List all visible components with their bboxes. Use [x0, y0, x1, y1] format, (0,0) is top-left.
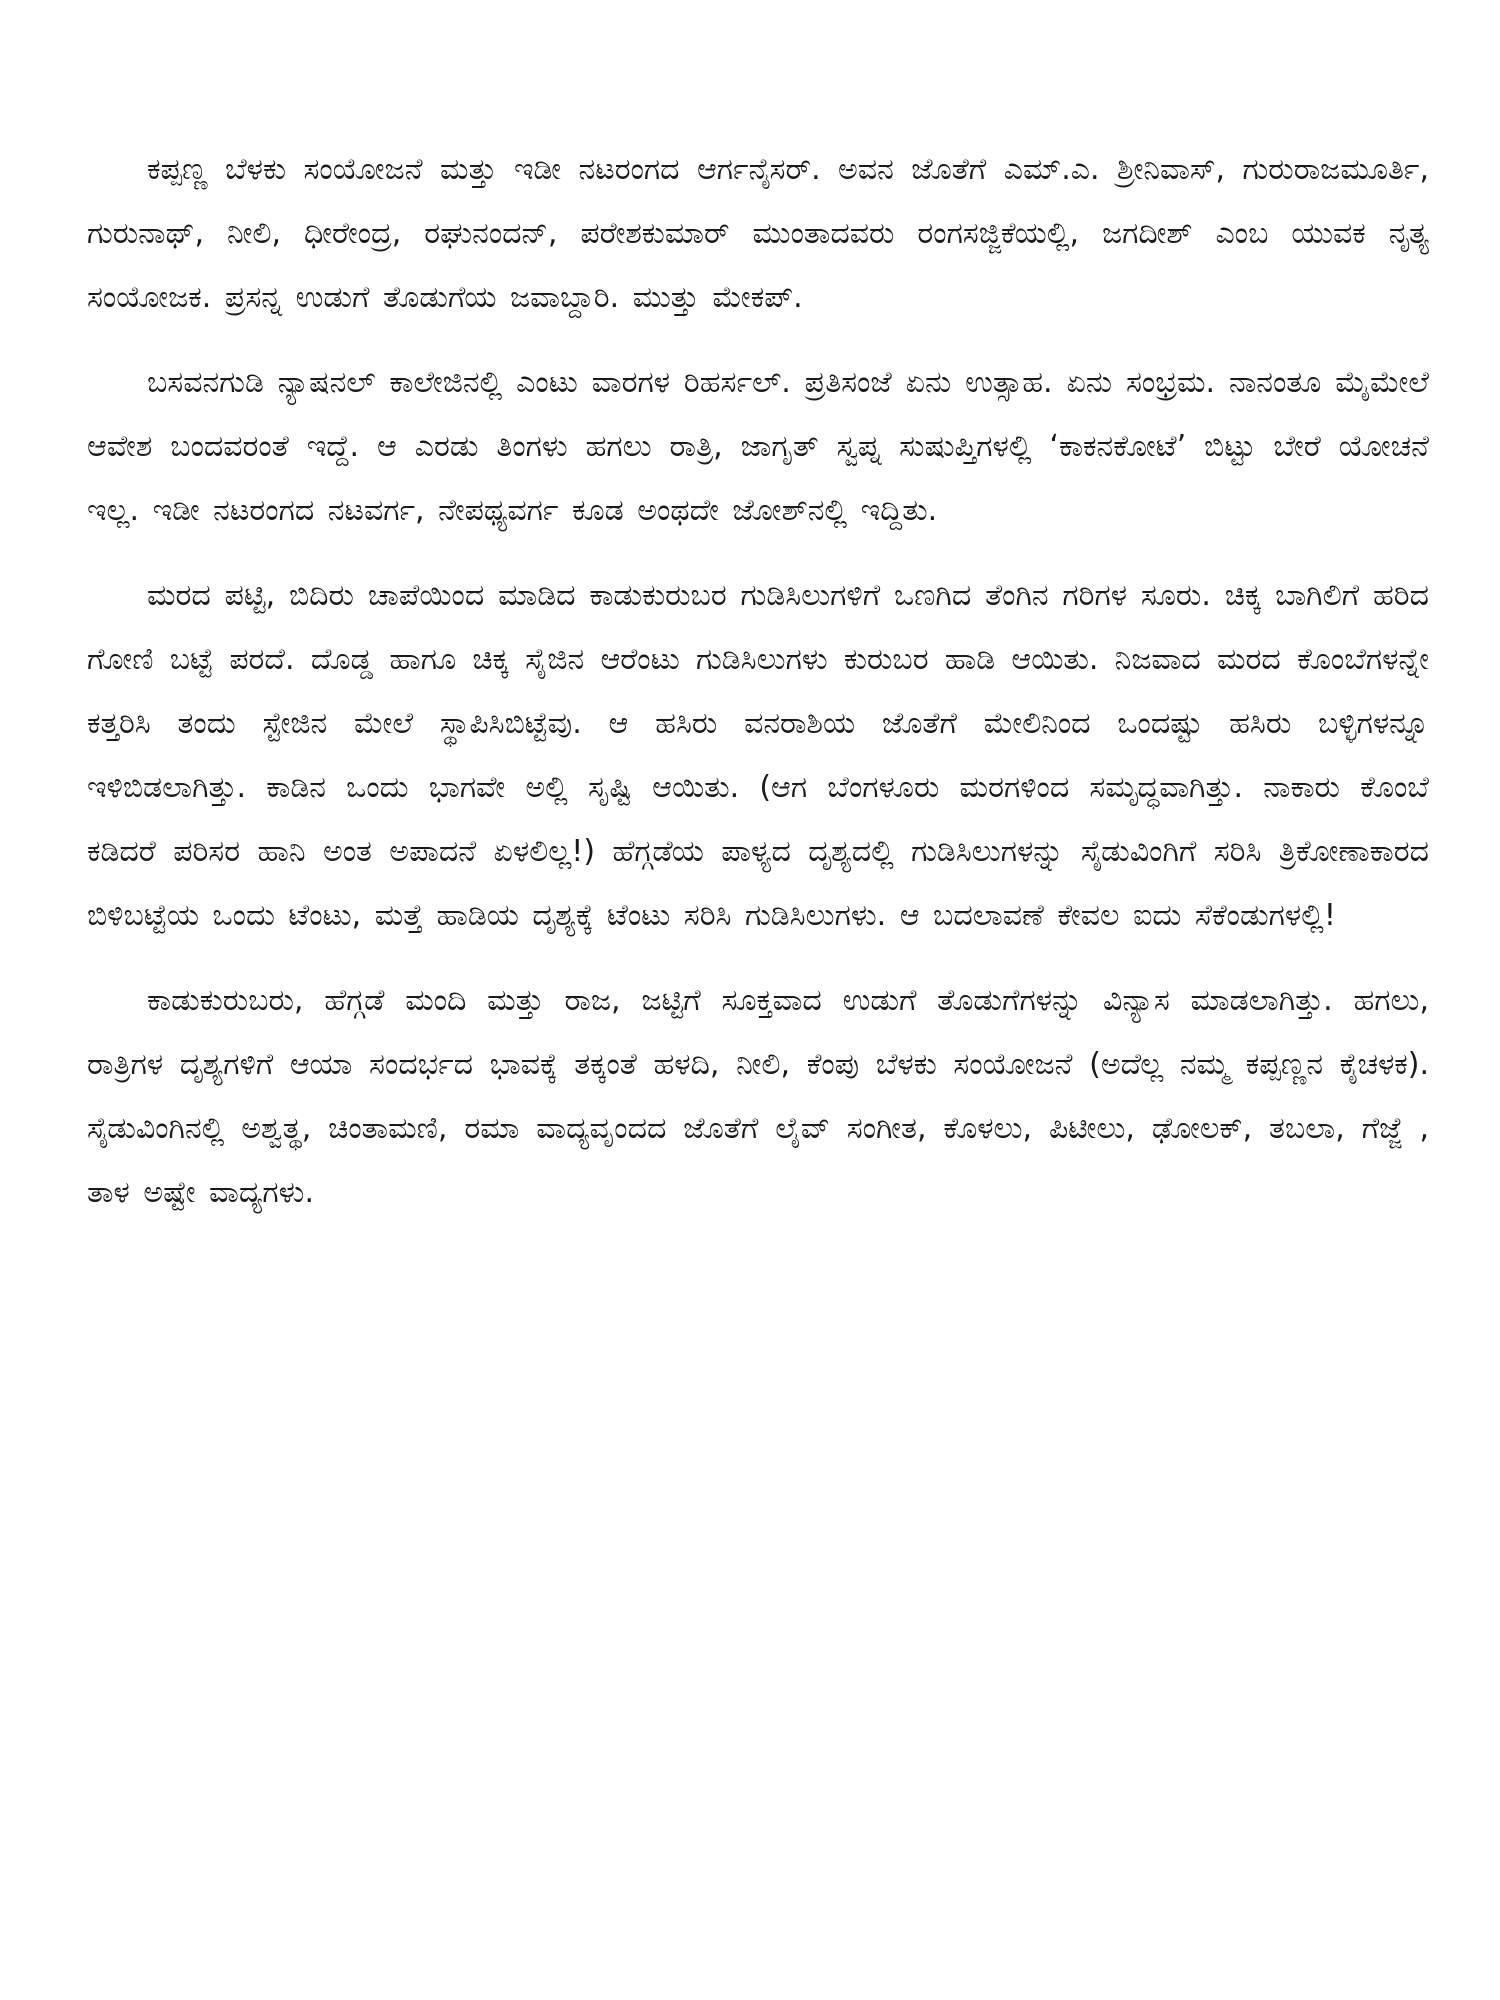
document-body	[87, 138, 1429, 1246]
paragraph-2: ಬಸವನಗುಡಿ ನ್ಯಾಷನಲ್ ಕಾಲೇಜಿನಲ್ಲಿ ಎಂಟು ವಾರಗಳ ರಿಹರ್ಸಲ್. ಪ್ರತಿಸಂಜೆ ಏನು ಉತ್ಸಾಹ. ಏನು ಸಂಭ್ರಮ. ನಾನಂತೂ ಮೈಮೇಲೆ ಆವೇಶ ಬಂದವರಂತೆ ಇದ್ದೆ. ಆ ಎರಡು ತಿಂಗಳು ಹಗಲು ರಾತ್ರಿ, ಜಾಗೃತ್ ಸ್ವಪ್ನ ಸುಷುಪ್ತಿಗಳಲ್ಲಿ ‘ಕಾಕನಕೋಟೆ’ ಬಿಟ್ಟು ಬೇರೆ ಯೋಚನೆ ಇಲ್ಲ. ಇಡೀ ನಟರಂಗದ ನಟವರ್ಗ, ನೇಪಥ್ಯವರ್ಗ ಕೂಡ ಅಂಥದೇ ಜೋಶ್‌ನಲ್ಲಿ ಇದ್ದಿತು.	[87, 365, 1429, 528]
paragraph-4: ಕಾಡುಕುರುಬರು, ಹೆಗ್ಗಡೆ ಮಂದಿ ಮತ್ತು ರಾಜ, ಜಟ್ಟಿಗೆ ಸೂಕ್ತವಾದ ಉಡುಗೆ ತೊಡುಗೆಗಳನ್ನು ವಿನ್ಯಾಸ ಮಾಡಲಾಗಿತ್ತು. ಹಗಲು, ರಾತ್ರಿಗಳ ದೃಶ್ಯಗಳಿಗೆ ಆಯಾ ಸಂದರ್ಭದ ಭಾವಕ್ಕೆ ತಕ್ಕಂತೆ ಹಳದಿ, ನೀಲಿ, ಕೆಂಪು ಬೆಳಕು ಸಂಯೋಜನೆ (ಅದೆಲ್ಲ ನಮ್ಮ ಕಪ್ಪಣ್ಣನ ಕೈಚಳಕ). ಸೈಡುವಿಂಗಿನಲ್ಲಿ ಅಶ್ವತ್ಥ, ಚಿಂತಾಮಣಿ, ರಮಾ ವಾದ್ಯವೃಂದದ ಜೊತೆಗೆ ಲೈವ್ ಸಂಗೀತ, ಕೊಳಲು, ಪಿಟೀಲು, ಢೋಲಕ್, ತಬಲಾ, ಗೆಜ್ಜೆ , ತಾಳ ಅಷ್ಟೇ ವಾದ್ಯಗಳು.	[87, 983, 1429, 1210]
paragraph-1: ಕಪ್ಪಣ್ಣ ಬೆಳಕು ಸಂಯೋಜನೆ ಮತ್ತು ಇಡೀ ನಟರಂಗದ ಆರ್ಗನೈಸರ್. ಅವನ ಜೊತೆಗೆ ಎಮ್.ಎ. ಶ್ರೀನಿವಾಸ್, ಗುರುರಾಜಮೂರ್ತಿ, ಗುರುನಾಥ್, ನೀಲಿ, ಧೀರೇಂದ್ರ, ರಘುನಂದನ್, ಪರೇಶಕುಮಾರ್ ಮುಂತಾದವರು ರಂಗಸಜ್ಜಿಕೆಯಲ್ಲಿ, ಜಗದೀಶ್ ಎಂಬ ಯುವಕ ನೃತ್ಯ ಸಂಯೋಜಕ. ಪ್ರಸನ್ನ ಉಡುಗೆ ತೊಡುಗೆಯ ಜವಾಬ್ದಾರಿ. ಮುತ್ತು ಮೇಕಪ್.	[87, 152, 1429, 315]
paragraph-3: ಮರದ ಪಟ್ಟಿ, ಬಿದಿರು ಚಾಪೆಯಿಂದ ಮಾಡಿದ ಕಾಡುಕುರುಬರ ಗುಡಿಸಿಲುಗಳಿಗೆ ಒಣಗಿದ ತೆಂಗಿನ ಗರಿಗಳ ಸೂರು. ಚಿಕ್ಕ ಬಾಗಿಲಿಗೆ ಹರಿದ ಗೋಣಿ ಬಟ್ಟೆ ಪರದೆ. ದೊಡ್ಡ ಹಾಗೂ ಚಿಕ್ಕ ಸೈಜಿನ ಆರೆಂಟು ಗುಡಿಸಿಲುಗಳು ಕುರುಬರ ಹಾಡಿ ಆಯಿತು. ನಿಜವಾದ ಮರದ ಕೊಂಬೆಗಳನ್ನೇ ಕತ್ತರಿಸಿ ತಂದು ಸ್ಟೇಜಿನ ಮೇಲೆ ಸ್ಥಾಪಿಸಿಬಿಟ್ಟೆವು. ಆ ಹಸಿರು ವನರಾಶಿಯ ಜೊತೆಗೆ ಮೇಲಿನಿಂದ ಒಂದಷ್ಟು ಹಸಿರು ಬಳ್ಳಿಗಳನ್ನೂ ಇಳಿಬಿಡಲಾಗಿತ್ತು. ಕಾಡಿನ ಒಂದು ಭಾಗವೇ ಅಲ್ಲಿ ಸೃಷ್ಟಿ ಆಯಿತು. (ಆಗ ಬೆಂಗಳೂರು ಮರಗಳಿಂದ ಸಮೃದ್ಧವಾಗಿತ್ತು. ನಾಕಾರು ಕೊಂಬೆ ಕಡಿದರೆ ಪರಿಸರ ಹಾನಿ ಅಂತ ಅಪಾದನೆ ಏಳಲಿಲ್ಲ!) ಹೆಗ್ಗಡೆಯ ಪಾಳ್ಯದ ದೃಶ್ಯದಲ್ಲಿ ಗುಡಿಸಿಲುಗಳನ್ನು ಸೈಡುವಿಂಗಿಗೆ ಸರಿಸಿ ತ್ರಿಕೋಣಾಕಾರದ ಬಿಳಿಬಟ್ಟೆಯ ಒಂದು ಟೆಂಟು, ಮತ್ತೆ ಹಾಡಿಯ ದೃಶ್ಯಕ್ಕೆ ಟೆಂಟು ಸರಿಸಿ ಗುಡಿಸಿಲುಗಳು. ಆ ಬದಲಾವಣೆ ಕೇವಲ ಐದು ಸೆಕೆಂಡುಗಳಲ್ಲಿ!	[87, 578, 1429, 933]
